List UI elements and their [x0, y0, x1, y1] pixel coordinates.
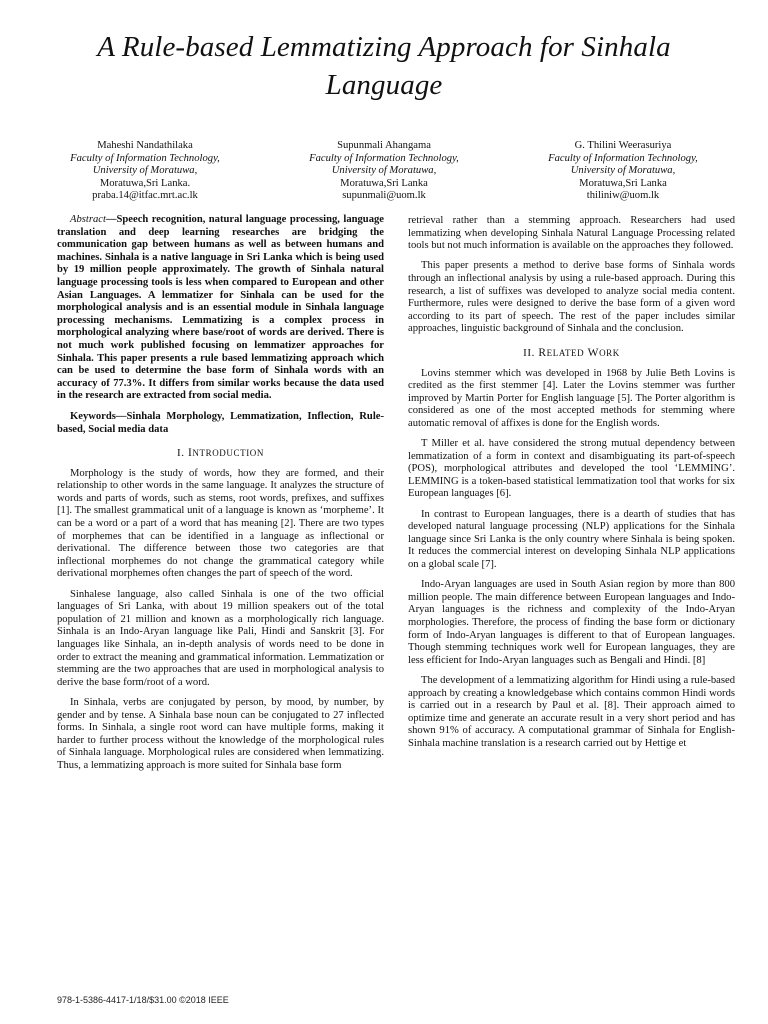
- author-faculty: Faculty of Information Technology,: [548, 152, 698, 164]
- related-paragraph-4: Indo-Aryan languages are used in South Asian region by more than 800 million people. The main difference between European languages and Indo-Aryan languages is the richness and complexity of the Indo-Aryan morphologies. Therefore, the process of finding the base form or dictionary form of Indo-Aryan languages is different to that of European languages. Though stemming techniques work well for European languages, they are less efficient for Indo-Aryan languages such as Bengali and Hindi. [8]: [408, 579, 735, 666]
- section-rest: NTRODUCTION: [192, 448, 265, 459]
- author-location: Moratuwa,Sri Lanka.: [99, 177, 191, 189]
- author-location: Moratuwa,Sri Lanka: [340, 177, 428, 189]
- related-paragraph-1: Lovins stemmer which was developed in 1968 by Julie Beth Lovins is credited as the first stemmer [4]. Later the Lovins stemmer was further improved by Martin Porter for English language [5]. The Porter algorithm is considered as one of the most accepted methods for stemming where automatic removal of affixes is done for the English words.: [408, 367, 735, 429]
- section-number: II.: [523, 346, 535, 359]
- keywords: Keywords—Sinhala Morphology, Lemmatization, Inflection, Rule-based, Social media data: [57, 410, 384, 435]
- author-university: University of Moratuwa,: [92, 165, 198, 177]
- author-location: Moratuwa,Sri Lanka: [579, 177, 667, 189]
- author-university: University of Moratuwa,: [570, 165, 676, 177]
- title-line-1: A Rule-based Lemmatizing Approach for Sinhala: [97, 31, 671, 63]
- abstract: [57, 214, 384, 403]
- paper-title: [40, 28, 728, 104]
- author-email: praba.14@itfac.mrt.ac.lk: [92, 190, 198, 202]
- author-faculty: Faculty of Information Technology,: [70, 152, 220, 164]
- author-3: [518, 140, 728, 203]
- author-faculty: Faculty of Information Technology,: [309, 152, 459, 164]
- author-name: Maheshi Nandathilaka: [97, 140, 193, 151]
- section-rest: ELATED: [546, 347, 585, 358]
- intro-paragraph-1: Morphology is the study of words, how they are formed, and their relationship to other words in the same language. It analyzes the structure of words and parts of words, such as stems, root words, prefixes, and suffixes [1]. The smallest grammatical unit of a language is known as ‘morpheme’. It can be a word or a part of a word that has meaning [2]. There are two types of morphemes that can be identified in a language as inflectional or derivational. The difference between those two categories are that inflectional morphemes do not change the grammatical category while derivational morphemes often changes the part of speech of the word.: [57, 467, 384, 580]
- author-2: [279, 140, 489, 203]
- intro-paragraph-3: In Sinhala, verbs are conjugated by person, by mood, by number, by gender and by tense. A Sinhala base noun can be conjugated to 27 inflected forms. In Sinhala, a single root word can have multiple forms, making it harder to further process without the knowledge of the morphological rules of Sinhala language. Morphological rules are considered when lemmatizing. Thus, a lemmatizing approach is more suited for Sinhala base form: [57, 696, 384, 771]
- section-initial: R: [538, 346, 547, 359]
- intro-paragraph-2: Sinhalese language, also called Sinhala is one of the two official languages of Sri Lanka, with about 19 million speakers out of the total population of 21 million and known as a morphologically rich language. Sinhala is an Indo-Aryan language like Pali, Hindi and Sanskrit [3]. For languages like Sinhala, an in-depth analysis of words need to be done in order to extract the meaning and grammatical information. Lemmatization or stemming are the two approaches that are used in morphological analysis to derive the base form/root of a word.: [57, 588, 384, 688]
- section-heading-related-work: [408, 347, 735, 360]
- section-initial: I: [187, 447, 193, 460]
- left-column: [57, 214, 384, 780]
- section-number: I.: [176, 447, 185, 460]
- related-paragraph-3: In contrast to European languages, there is a dearth of studies that has developed natural language processing (NLP) applications for the Sinhala language since Sri Lanka is the only country where Sinhala is being spoken. It reduces the commercial interest on developing Sinhala NLP applications on a global scale [7].: [408, 508, 735, 571]
- abstract-label: Abstract: [70, 214, 106, 225]
- author-name: Supunmali Ahangama: [337, 140, 431, 151]
- intro-paragraph-continued: retrieval rather than a stemming approach. Researchers had used lemmatizing when developing Sinhala Natural Language Processing related tools but not much information is available on the approaches they followed.: [408, 215, 735, 252]
- copyright-footer: 978-1-5386-4417-1/18/$31.00 ©2018 IEEE: [57, 995, 229, 1005]
- right-column: [408, 215, 735, 758]
- author-email: thiliniw@uom.lk: [586, 190, 660, 202]
- intro-paragraph-4: This paper presents a method to derive base forms of Sinhala words through an inflectional analysis by using a rule-based approach. During this research, a list of suffixes was developed to analyze social media content. Furthermore, rules were designed to derive the base form of a given word according to its part of speech. The rest of the paper includes similar approaches, linguistic background of Sinhala and the conclusion.: [408, 260, 735, 335]
- section-initial: W: [587, 346, 600, 359]
- section-rest: ORK: [599, 347, 620, 358]
- author-email: supunmali@uom.lk: [342, 190, 426, 202]
- author-block: [40, 140, 728, 203]
- section-heading-introduction: [57, 447, 384, 460]
- author-university: University of Moratuwa,: [331, 165, 437, 177]
- related-paragraph-5: The development of a lemmatizing algorithm for Hindi using a rule-based approach by creating a knowledgebase which contains common Hindi words is carried out in a research by Paul et al. [8]. Their approach aimed to optimize time and generate an accurate result in a very short period and has shown 91% of accuracy. A computational grammar of Sinhala for English-Sinhala machine translation is a research carried out by Hettige et: [408, 674, 735, 749]
- author-name: G. Thilini Weerasuriya: [574, 140, 672, 151]
- abstract-body: —Speech recognition, natural language processing, language translation and deep learning researches are bridging the communication gap between humans as well as between humans and machines. Sinhala is a native language in Sri Lanka which is being used by 19 million people approximately. The growth of Sinhala natural language processing tools is less when compared to European and other Asian Languages. A lemmatizer for Sinhala can be used for the morphological analysis and is an essential module in Sinhala language processing mechanisms. Lemmatizing is a complex process in morphological analyzing where base/root of words are derived. There is not much work published focusing on lemmatizer approaches for Sinhala. This paper presents a rule based lemmatizing approach which can be used to determine the base form of Sinhala words with an accuracy of 77.3%. It differs from similar works because the data used in the research are extracted from social media.: [57, 214, 384, 402]
- title-line-2: Language: [325, 69, 443, 101]
- related-paragraph-2: T Miller et al. have considered the strong mutual dependency between lemmatization of a form in context and disambiguating its part-of-speech (POS), morphological attributes and developed the tool ‘LEMMING’. LEMMING is a token-based statistical lemmatization tool that works for six European languages [6].: [408, 438, 735, 500]
- author-1: [40, 140, 250, 203]
